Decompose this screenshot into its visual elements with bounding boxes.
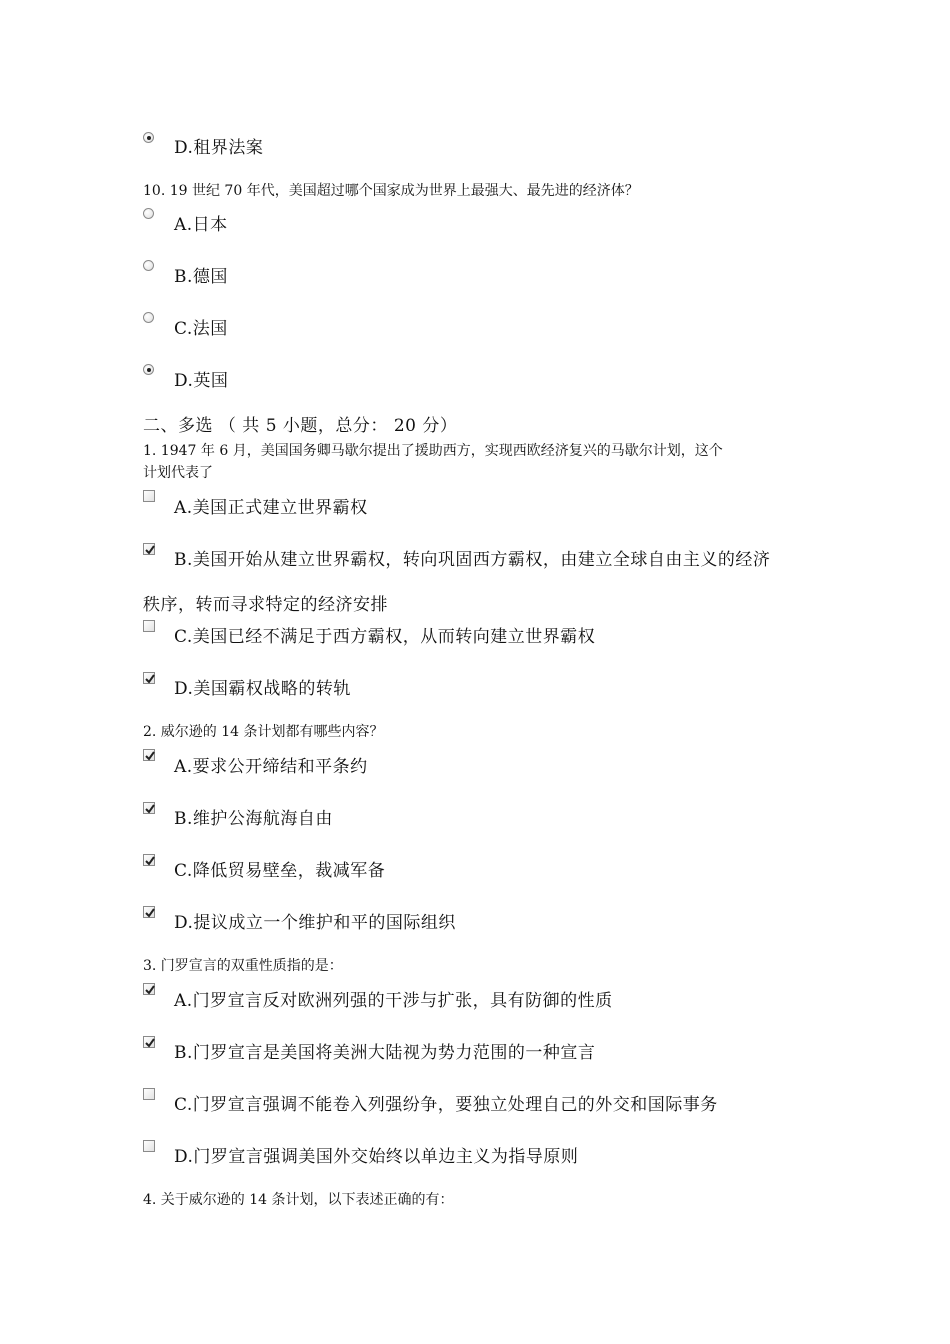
q10-option-b-label: B.德国 <box>174 267 228 287</box>
q9-option-d-radio[interactable] <box>143 132 154 143</box>
mq3-option-b-label: B.门罗宣言是美国将美洲大陆视为势力范围的一种宣言 <box>174 1043 596 1063</box>
mq3-option-d-checkbox[interactable] <box>143 1140 155 1152</box>
checkmark-icon <box>144 855 156 867</box>
mq3-option-a-checkbox[interactable] <box>143 983 155 995</box>
mq4-question-text: 4. 关于威尔逊的 14 条计划，以下表述正确的有： <box>143 1192 454 1208</box>
mq2-question-text: 2. 威尔逊的 14 条计划都有哪些内容？ <box>143 724 384 740</box>
q10-option-d-label: D.英国 <box>174 371 229 391</box>
checkmark-icon <box>144 750 156 762</box>
q10-option-a-radio[interactable] <box>143 208 154 219</box>
mq1-option-b-label: B.美国开始从建立世界霸权，转向巩固西方霸权，由建立全球自由主义的经济 <box>174 550 771 570</box>
q10-option-c-radio[interactable] <box>143 312 154 323</box>
q9-option-d-label: D.租界法案 <box>174 138 264 158</box>
mq2-option-b-checkbox[interactable] <box>143 802 155 814</box>
checkmark-icon <box>144 1037 156 1049</box>
q10-option-b-radio[interactable] <box>143 260 154 271</box>
mq3-option-c-label: C.门罗宣言强调不能卷入列强纷争，要独立处理自己的外交和国际事务 <box>174 1095 718 1115</box>
mq2-option-d-label: D.提议成立一个维护和平的国际组织 <box>174 913 456 933</box>
mq3-option-c-checkbox[interactable] <box>143 1088 155 1100</box>
checkmark-icon <box>144 907 156 919</box>
mq1-option-a-checkbox[interactable] <box>143 490 155 502</box>
mq1-option-d-checkbox[interactable] <box>143 672 155 684</box>
checkmark-icon <box>144 673 156 685</box>
q10-question-text: 10. 19 世纪 70 年代，美国超过哪个国家成为世界上最强大、最先进的经济体？ <box>143 183 639 199</box>
mq2-option-c-label: C.降低贸易壁垒，裁减军备 <box>174 861 386 881</box>
q10-option-c-label: C.法国 <box>174 319 228 339</box>
mq2-option-d-checkbox[interactable] <box>143 906 155 918</box>
mq2-option-b-label: B.维护公海航海自由 <box>174 809 333 829</box>
mq1-option-b-checkbox[interactable] <box>143 543 155 555</box>
mq1-option-a-label: A.美国正式建立世界霸权 <box>174 498 368 518</box>
checkmark-icon <box>144 803 156 815</box>
q10-option-a-label: A.日本 <box>174 215 228 235</box>
section-title-multiple-choice: 二、多选 （ 共 5 小题，总分： 20 分） <box>143 416 458 436</box>
mq2-option-c-checkbox[interactable] <box>143 854 155 866</box>
mq3-option-a-label: A.门罗宣言反对欧洲列强的干涉与扩张，具有防御的性质 <box>174 991 613 1011</box>
mq1-option-b-label-cont: 秩序，转而寻求特定的经济安排 <box>143 595 388 615</box>
mq1-question-text-cont: 计划代表了 <box>143 465 213 481</box>
mq1-question-text: 1. 1947 年 6 月，美国国务卿马歇尔提出了援助西方，实现西欧经济复兴的马歇尔计划，这个 <box>143 443 723 459</box>
mq2-option-a-label: A.要求公开缔结和平条约 <box>174 757 368 777</box>
mq1-option-c-checkbox[interactable] <box>143 620 155 632</box>
checkmark-icon <box>144 544 156 556</box>
mq1-option-c-label: C.美国已经不满足于西方霸权，从而转向建立世界霸权 <box>174 627 596 647</box>
q10-option-d-radio[interactable] <box>143 364 154 375</box>
mq2-option-a-checkbox[interactable] <box>143 749 155 761</box>
mq3-question-text: 3. 门罗宣言的双重性质指的是： <box>143 958 343 974</box>
mq1-option-d-label: D.美国霸权战略的转轨 <box>174 679 351 699</box>
checkmark-icon <box>144 984 156 996</box>
mq3-option-d-label: D.门罗宣言强调美国外交始终以单边主义为指导原则 <box>174 1147 579 1167</box>
mq3-option-b-checkbox[interactable] <box>143 1036 155 1048</box>
